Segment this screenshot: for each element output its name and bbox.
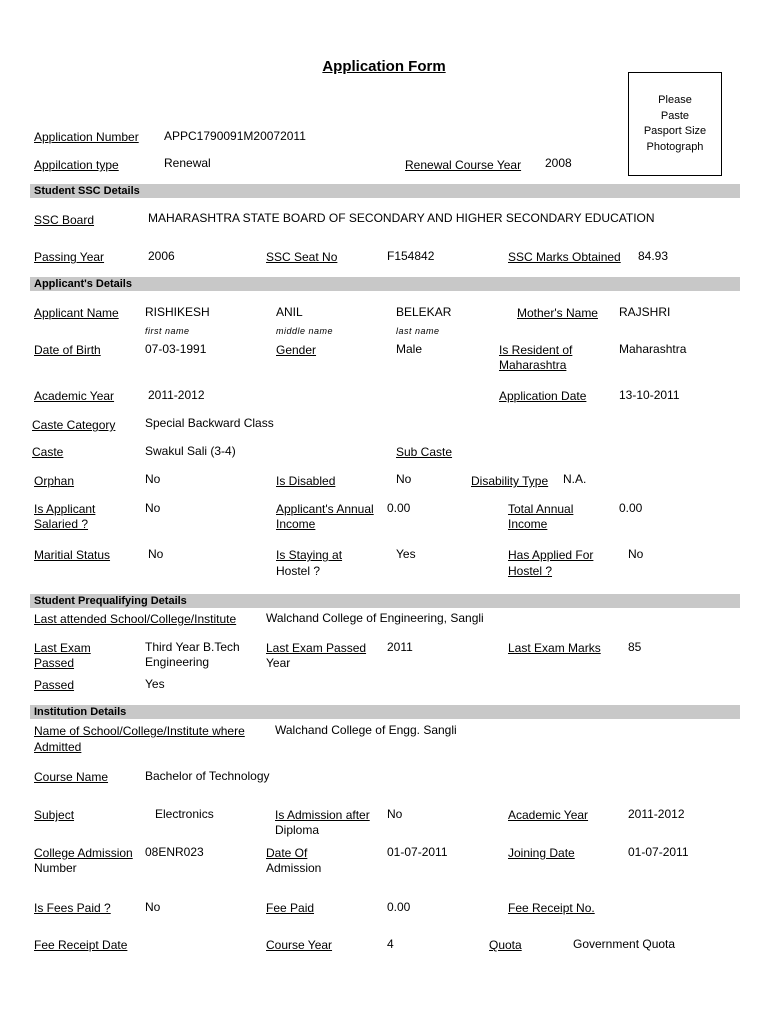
application-type-value: Renewal <box>164 156 211 170</box>
admission-number-label-line1: College Admission <box>34 846 133 860</box>
subject-value: Electronics <box>155 807 214 821</box>
section-bar-ssc <box>30 184 740 198</box>
last-name-caption: last name <box>396 326 440 336</box>
disability-type-value: N.A. <box>563 472 587 486</box>
hostel-label-line1: Is Staying at <box>276 548 343 562</box>
photo-placeholder <box>628 72 722 176</box>
form-title: Application Form <box>322 58 446 75</box>
applied-hostel-label-line1: Has Applied For <box>508 548 594 562</box>
section-title-prequalifying: Student Prequalifying Details <box>34 595 187 607</box>
course-name-label: Course Name <box>34 770 109 784</box>
ssc-board-value: MAHARASHTRA STATE BOARD OF SECONDARY AND HIGHER SECONDARY EDUCATION <box>148 211 655 225</box>
passed-value: Yes <box>145 677 165 691</box>
salaried-value: No <box>145 501 161 515</box>
fee-receipt-date-label: Fee Receipt Date <box>34 938 128 952</box>
passing-year-label: Passing Year <box>34 250 105 264</box>
last-attended-value: Walchand College of Engineering, Sangli <box>266 611 484 625</box>
application-date-label: Application Date <box>499 389 587 403</box>
admission-date-label-line1: Date Of <box>266 846 308 860</box>
last-exam-marks-value: 85 <box>628 640 642 654</box>
first-name-caption: first name <box>145 326 190 336</box>
caste-value: Swakul Sali (3-4) <box>145 444 236 458</box>
ssc-marks-label: SSC Marks Obtained <box>508 250 621 264</box>
orphan-label: Orphan <box>34 474 75 488</box>
salaried-label-line1: Is Applicant <box>34 502 96 516</box>
resident-label-line2: Maharashtra <box>499 358 567 372</box>
fees-paid-question-label: Is Fees Paid ? <box>34 901 111 915</box>
total-income-label-line2: Income <box>508 517 548 531</box>
salaried-label-line2: Salaried ? <box>34 517 89 531</box>
dob-value: 07-03-1991 <box>145 342 207 356</box>
first-name-value: RISHIKESH <box>145 305 210 319</box>
gender-value: Male <box>396 342 423 356</box>
resident-value: Maharashtra <box>619 342 687 356</box>
passing-year-value: 2006 <box>148 249 175 263</box>
fee-paid-label: Fee Paid <box>266 901 315 915</box>
mothers-name-value: RAJSHRI <box>619 305 671 319</box>
middle-name-caption: middle name <box>276 326 334 336</box>
section-title-ssc: Student SSC Details <box>34 185 140 197</box>
course-year-label: Course Year <box>266 938 333 952</box>
hostel-value: Yes <box>396 547 416 561</box>
total-income-label-line1: Total Annual <box>508 502 574 516</box>
academic-year-value: 2011-2012 <box>148 388 205 402</box>
quota-label: Quota <box>489 938 522 952</box>
admission-date-label-line2: Admission <box>266 861 322 875</box>
annual-income-label-line1: Applicant's Annual <box>276 502 374 516</box>
annual-income-value: 0.00 <box>387 501 411 515</box>
marital-status-label: Maritial Status <box>34 548 111 562</box>
marital-status-value: No <box>148 547 164 561</box>
passed-label: Passed <box>34 678 75 692</box>
caste-category-value: Special Backward Class <box>145 416 274 430</box>
last-exam-value-line1: Third Year B.Tech <box>145 640 240 654</box>
disabled-label: Is Disabled <box>276 474 336 488</box>
quota-value: Government Quota <box>573 937 676 951</box>
renewal-course-year-value: 2008 <box>545 156 572 170</box>
institution-academic-year-value: 2011-2012 <box>628 807 685 821</box>
section-title-applicant: Applicant's Details <box>34 278 132 290</box>
application-number-label: Application Number <box>34 130 139 144</box>
section-bar-institution <box>30 705 740 719</box>
caste-label: Caste <box>32 445 64 459</box>
orphan-value: No <box>145 472 161 486</box>
disabled-value: No <box>396 472 412 486</box>
admission-number-value: 08ENR023 <box>145 845 204 859</box>
renewal-course-year-label: Renewal Course Year <box>405 158 522 172</box>
academic-year-label: Academic Year <box>34 389 115 403</box>
applicant-name-label: Applicant Name <box>34 306 119 320</box>
fee-paid-value: 0.00 <box>387 900 411 914</box>
total-income-value: 0.00 <box>619 501 643 515</box>
joining-date-label: Joining Date <box>508 846 575 860</box>
after-diploma-label-line2: Diploma <box>275 823 320 837</box>
last-exam-label-line2: Passed <box>34 656 75 670</box>
section-title-institution: Institution Details <box>34 706 127 718</box>
fees-paid-question-value: No <box>145 900 161 914</box>
resident-label-line1: Is Resident of <box>499 343 573 357</box>
after-diploma-value: No <box>387 807 403 821</box>
subject-label: Subject <box>34 808 75 822</box>
annual-income-label-line2: Income <box>276 517 316 531</box>
admission-number-label-line2: Number <box>34 861 77 875</box>
joining-date-value: 01-07-2011 <box>628 845 689 859</box>
dob-label: Date of Birth <box>34 343 101 357</box>
application-date-value: 13-10-2011 <box>619 388 680 402</box>
last-exam-year-label-line1: Last Exam Passed <box>266 641 367 655</box>
gender-label: Gender <box>276 343 317 357</box>
application-type-label: Appilcation type <box>34 158 119 172</box>
applied-hostel-value: No <box>628 547 644 561</box>
last-exam-year-label-line2: Year <box>266 656 291 670</box>
middle-name-value: ANIL <box>276 305 303 319</box>
applied-hostel-label-line2: Hostel ? <box>508 564 553 578</box>
hostel-label-line2: Hostel ? <box>276 564 321 578</box>
ssc-marks-value: 84.93 <box>638 249 669 263</box>
application-number-value: APPC1790091M20072011 <box>164 129 306 143</box>
last-exam-year-value: 2011 <box>387 640 413 654</box>
last-exam-value-line2: Engineering <box>145 655 210 669</box>
after-diploma-label-line1: Is Admission after <box>275 808 370 822</box>
course-year-value: 4 <box>387 937 394 951</box>
last-exam-label-line1: Last Exam <box>34 641 91 655</box>
institution-name-label-line1: Name of School/College/Institute where <box>34 724 245 738</box>
ssc-seat-no-label: SSC Seat No <box>266 250 338 264</box>
mothers-name-label: Mother's Name <box>517 306 598 320</box>
caste-category-label: Caste Category <box>32 418 116 432</box>
section-bar-prequalifying <box>30 594 740 608</box>
admission-date-value: 01-07-2011 <box>387 845 448 859</box>
section-bar-applicant <box>30 277 740 291</box>
disability-type-label: Disability Type <box>471 474 549 488</box>
institution-name-label-line2: Admitted <box>34 740 82 754</box>
ssc-seat-no-value: F154842 <box>387 249 435 263</box>
sub-caste-label: Sub Caste <box>396 445 453 459</box>
course-name-value: Bachelor of Technology <box>145 769 270 783</box>
last-attended-label: Last attended School/College/Institute <box>34 612 237 626</box>
last-name-value: BELEKAR <box>396 305 452 319</box>
last-exam-marks-label: Last Exam Marks <box>508 641 601 655</box>
ssc-board-label: SSC Board <box>34 213 95 227</box>
fee-receipt-no-label: Fee Receipt No. <box>508 901 595 915</box>
photo-placeholder-text: Please Paste Pasport Size Photograph <box>643 94 707 153</box>
institution-academic-year-label: Academic Year <box>508 808 589 822</box>
institution-name-value: Walchand College of Engg. Sangli <box>275 723 457 737</box>
